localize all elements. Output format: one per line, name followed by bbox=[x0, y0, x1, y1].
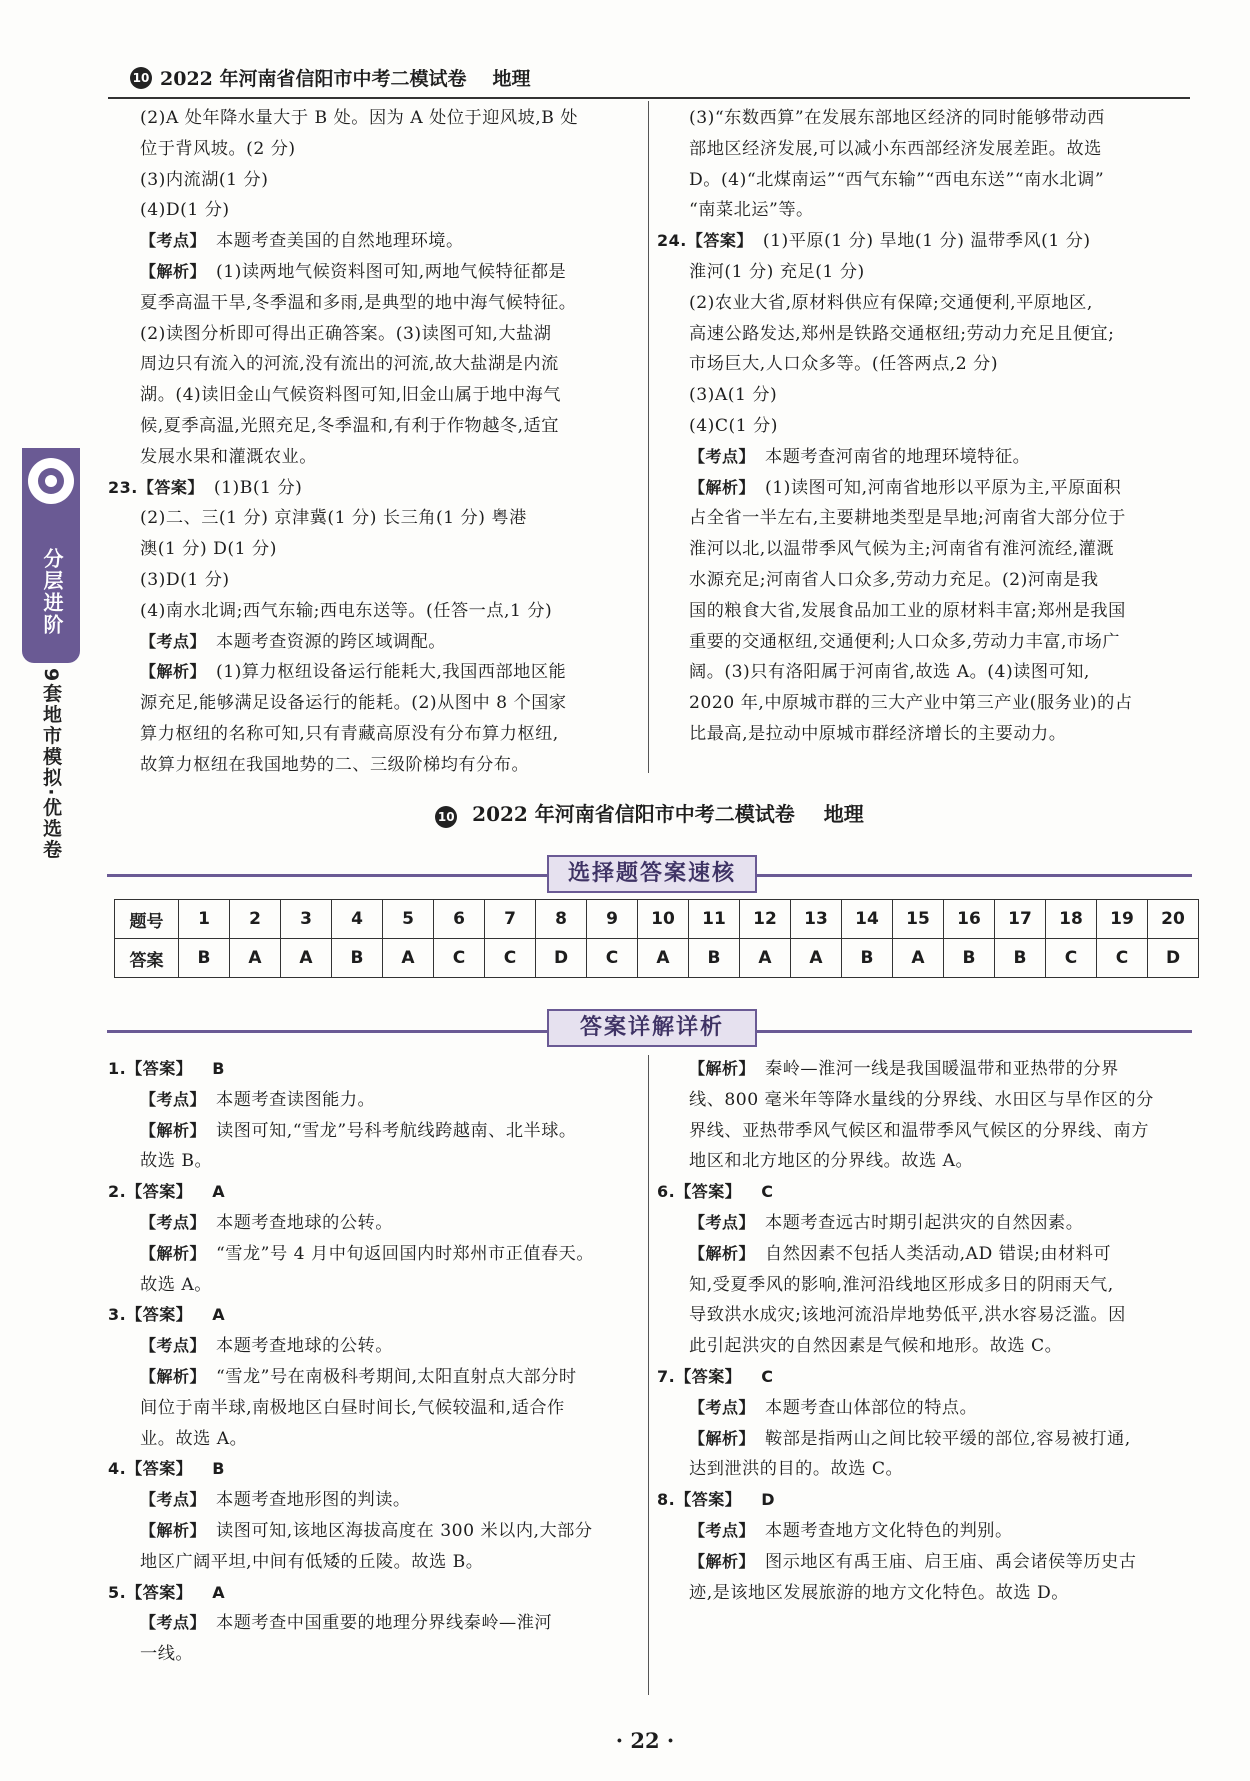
header-subject: 地理 bbox=[492, 68, 531, 90]
labeled-line bbox=[108, 1608, 640, 1639]
section-tag: 【解析】 bbox=[140, 261, 207, 281]
section-tag: 【考点】 bbox=[689, 446, 756, 466]
section-tag: 【考点】 bbox=[140, 1336, 207, 1356]
question-line bbox=[657, 1362, 1189, 1393]
section-tag: 【解析】 bbox=[140, 1120, 207, 1140]
line-text: 本题考查中国重要的地理分界线秦岭—淮河 bbox=[216, 1613, 553, 1634]
question-number-cell: 4 bbox=[332, 900, 383, 939]
answer-letter: C bbox=[761, 1366, 774, 1386]
column-divider-top bbox=[648, 101, 649, 773]
question-number-cell: 14 bbox=[842, 900, 893, 939]
column-divider-bottom bbox=[648, 1055, 649, 1695]
labeled-line bbox=[108, 1485, 640, 1516]
banner-rule-right bbox=[757, 874, 1192, 877]
text-line: 位于背风坡。(2 分) bbox=[140, 138, 296, 159]
line-text: 本题考查地球的公转。 bbox=[216, 1336, 393, 1357]
answer-table bbox=[114, 899, 1199, 978]
text-line: 高速公路发达,郑州是铁路交通枢纽;劳动力充足且便宜; bbox=[689, 323, 1115, 344]
labeled-line bbox=[657, 1393, 1189, 1424]
section-tag: 【解析】 bbox=[689, 477, 756, 497]
text-line: 知,受夏季风的影响,淮河沿线地区形成多日的阴雨天气, bbox=[689, 1274, 1114, 1295]
labeled-line bbox=[657, 442, 1189, 473]
labeled-line bbox=[108, 1116, 640, 1147]
text-line: 发展水果和灌溉农业。 bbox=[140, 446, 317, 467]
target-icon bbox=[28, 458, 74, 504]
section-tag: 【考点】 bbox=[689, 1212, 756, 1232]
text-line: 淮河以北,以温带季风气候为主;河南省有淮河流经,灌溉 bbox=[689, 539, 1115, 560]
answer-letter: C bbox=[761, 1182, 774, 1202]
question-number-cell: 10 bbox=[638, 900, 689, 939]
text-line: (3)D(1 分) bbox=[140, 569, 230, 590]
section-tag: 【答案】 bbox=[126, 1305, 193, 1325]
labeled-line bbox=[108, 627, 640, 658]
text-line: 占全省一半左右,主要耕地类型是旱地;河南省大部分位于 bbox=[689, 508, 1126, 529]
question-line bbox=[108, 1454, 640, 1485]
section-tag: 【考点】 bbox=[140, 1490, 207, 1510]
text-line: 线、800 毫米年等降水量线的分界线、水田区与旱作区的分 bbox=[689, 1089, 1154, 1110]
line-text: 本题考查山体部位的特点。 bbox=[765, 1397, 978, 1418]
labeled-line bbox=[108, 1516, 640, 1547]
sidebar-series-label: 9套地市模拟·优选卷 bbox=[40, 668, 62, 861]
answer-cell: A bbox=[740, 939, 791, 978]
labeled-line bbox=[108, 257, 640, 288]
answer-cell: B bbox=[179, 939, 230, 978]
page-number: · 22 · bbox=[615, 1728, 675, 1753]
answer-cell: B bbox=[332, 939, 383, 978]
line-text: (1)算力枢纽设备运行能耗大,我国西部地区能 bbox=[216, 662, 567, 683]
question-number-cell: 17 bbox=[995, 900, 1046, 939]
question-number: 23. bbox=[108, 477, 138, 497]
line-text: 本题考查地球的公转。 bbox=[216, 1212, 393, 1233]
line-text: 本题考查河南省的地理环境特征。 bbox=[765, 446, 1031, 467]
line-text: “雪龙”号在南极科考期间,太阳直射点大部分时 bbox=[216, 1366, 577, 1387]
text-line: 候,夏季高温,光照充足,冬季温和,有利于作物越冬,适宜 bbox=[140, 415, 559, 436]
question-line bbox=[657, 226, 1189, 257]
question-number-cell: 16 bbox=[944, 900, 995, 939]
text-line: 2020 年,中原城市群的三大产业中第三产业(服务业)的占 bbox=[689, 693, 1133, 714]
labeled-line bbox=[657, 1547, 1189, 1578]
labeled-line bbox=[108, 1085, 640, 1116]
text-line: 界线、亚热带季风气候区和温带季风气候区的分界线、南方 bbox=[689, 1120, 1149, 1141]
detailed-explanation-banner: 答案详解详析 bbox=[547, 1009, 757, 1047]
text-line: 阔。(3)只有洛阳属于河南省,故选 A。(4)读图可知, bbox=[689, 662, 1090, 683]
text-line: 淮河(1 分) 充足(1 分) bbox=[689, 261, 865, 282]
answer-cell: B bbox=[689, 939, 740, 978]
text-line: 算力枢纽的名称可知,只有青藏高原没有分布算力枢纽, bbox=[140, 723, 559, 744]
section-tag: 【解析】 bbox=[689, 1059, 756, 1078]
paper-number-badge: 10 bbox=[130, 67, 152, 89]
line-text: 本题考查读图能力。 bbox=[216, 1089, 376, 1110]
answer-cell: A bbox=[638, 939, 689, 978]
labeled-line bbox=[108, 226, 640, 257]
labeled-line bbox=[657, 1208, 1189, 1239]
question-number-cell: 13 bbox=[791, 900, 842, 939]
section-tag: 【解析】 bbox=[689, 1243, 756, 1263]
answer-letter: A bbox=[212, 1305, 226, 1325]
section-tag: 【答案】 bbox=[675, 1366, 742, 1386]
question-number-cell: 2 bbox=[230, 900, 281, 939]
question-number: 6. bbox=[657, 1182, 676, 1202]
labeled-line bbox=[657, 1424, 1189, 1455]
text-line: (2)农业大省,原材料供应有保障;交通便利,平原地区, bbox=[689, 292, 1093, 313]
section-tag: 【答案】 bbox=[126, 1182, 193, 1202]
text-line: 间位于南半球,南极地区白昼时间长,气候较温和,适合作 bbox=[140, 1397, 565, 1418]
question-line bbox=[108, 1054, 640, 1085]
section-tag: 【考点】 bbox=[689, 1520, 756, 1540]
header-rule bbox=[108, 97, 1190, 99]
text-line: 市场巨大,人口众多等。(任答两点,2 分) bbox=[689, 354, 999, 375]
line-text: 读图可知,该地区海拔高度在 300 米以内,大部分 bbox=[216, 1520, 593, 1541]
line-text: (1)读图可知,河南省地形以平原为主,平原面积 bbox=[765, 477, 1122, 498]
text-line: 湖。(4)读旧金山气候资料图可知,旧金山属于地中海气 bbox=[140, 385, 561, 406]
text-line: 水源充足;河南省人口众多,劳动力充足。(2)河南是我 bbox=[689, 569, 1099, 590]
answer-cell: A bbox=[230, 939, 281, 978]
question-line bbox=[657, 1485, 1189, 1516]
text-line: (2)二、三(1 分) 京津冀(1 分) 长三角(1 分) 粤港 bbox=[140, 508, 527, 529]
line-text: 本题考查地形图的判读。 bbox=[216, 1490, 411, 1511]
question-number-cell: 20 bbox=[1148, 900, 1199, 939]
section-tag: 【考点】 bbox=[140, 1089, 207, 1109]
line-text: 自然因素不包括人类活动,AD 错误;由材料可 bbox=[765, 1243, 1112, 1264]
answer-letter: B bbox=[212, 1459, 225, 1479]
top-right-column bbox=[657, 103, 1189, 750]
section-tag: 【考点】 bbox=[140, 631, 207, 651]
question-number-cell: 9 bbox=[587, 900, 638, 939]
line-text: 鞍部是指两山之间比较平缓的部位,容易被打通, bbox=[765, 1428, 1131, 1449]
line-text: 图示地区有禹王庙、启王庙、禹会诸侯等历史古 bbox=[765, 1551, 1137, 1572]
answer-cell: A bbox=[383, 939, 434, 978]
answer-cell: C bbox=[434, 939, 485, 978]
answer-cell: A bbox=[893, 939, 944, 978]
text-line: (4)D(1 分) bbox=[140, 200, 230, 221]
question-number: 4. bbox=[108, 1459, 127, 1479]
page-header bbox=[130, 64, 531, 91]
question-number-cell: 12 bbox=[740, 900, 791, 939]
section-tag: 【解析】 bbox=[689, 1428, 756, 1448]
section-tag: 【解析】 bbox=[140, 1243, 207, 1263]
answer-row bbox=[115, 939, 1199, 978]
text-line: (2)A 处年降水量大于 B 处。因为 A 处位于迎风坡,B 处 bbox=[140, 108, 579, 128]
text-line: “南菜北运”等。 bbox=[689, 200, 814, 221]
question-number-cell: 11 bbox=[689, 900, 740, 939]
answer-cell: C bbox=[587, 939, 638, 978]
question-line bbox=[108, 473, 640, 504]
top-left-column bbox=[108, 103, 640, 781]
line-text: 本题考查资源的跨区域调配。 bbox=[216, 631, 446, 652]
text-line: 迹,是该地区发展旅游的地方文化特色。故选 D。 bbox=[689, 1582, 1069, 1603]
section-tag: 【考点】 bbox=[140, 1212, 207, 1232]
text-line: 故选 B。 bbox=[140, 1151, 213, 1172]
section-tag: 【答案】 bbox=[675, 1182, 742, 1202]
text-line: 夏季高温干旱,冬季温和多雨,是典型的地中海气候特征。 bbox=[140, 292, 577, 313]
question-number-cell: 19 bbox=[1097, 900, 1148, 939]
text-line: 重要的交通枢纽,交通便利;人口众多,劳动力丰富,市场广 bbox=[689, 631, 1120, 652]
question-line bbox=[108, 1177, 640, 1208]
row-label: 答案 bbox=[115, 939, 179, 978]
text-line: 澳(1 分) D(1 分) bbox=[140, 539, 277, 560]
text-line: 周边只有流入的河流,没有流出的河流,故大盐湖是内流 bbox=[140, 354, 559, 375]
question-number-row bbox=[115, 900, 1199, 939]
text-line: 地区和北方地区的分界线。故选 A。 bbox=[689, 1151, 974, 1172]
answer-letter: D bbox=[761, 1490, 776, 1510]
text-line: 源充足,能够满足设备运行的能耗。(2)从图中 8 个国家 bbox=[140, 693, 567, 714]
line-text: (1)平原(1 分) 旱地(1 分) 温带季风(1 分) bbox=[762, 231, 1091, 252]
bottom-left-column bbox=[108, 1054, 640, 1670]
section-tag: 【考点】 bbox=[689, 1397, 756, 1417]
text-line: 部地区经济发展,可以减小东西部经济发展差距。故选 bbox=[689, 138, 1102, 159]
question-number-cell: 1 bbox=[179, 900, 230, 939]
text-line: 国的粮食大省,发展食品加工业的原材料丰富;郑州是我国 bbox=[689, 600, 1126, 621]
banner-rule-left bbox=[107, 1030, 547, 1033]
question-number: 1. bbox=[108, 1059, 127, 1078]
section-tag: 【解析】 bbox=[140, 1520, 207, 1540]
question-line bbox=[657, 1177, 1189, 1208]
answer-cell: D bbox=[536, 939, 587, 978]
labeled-line bbox=[108, 1208, 640, 1239]
text-line: 导致洪水成灾;该地河流沿岸地势低平,洪水容易泛滥。因 bbox=[689, 1305, 1126, 1326]
section-tag: 【答案】 bbox=[686, 231, 753, 251]
answer-cell: C bbox=[1097, 939, 1148, 978]
section-tag: 【解析】 bbox=[689, 1551, 756, 1571]
question-number-cell: 18 bbox=[1046, 900, 1097, 939]
quick-check-banner: 选择题答案速核 bbox=[547, 855, 757, 893]
labeled-line bbox=[108, 1362, 640, 1393]
banner-rule-left bbox=[107, 874, 547, 877]
labeled-line bbox=[657, 473, 1189, 504]
question-number: 3. bbox=[108, 1305, 127, 1325]
section-tag: 【答案】 bbox=[126, 1459, 193, 1479]
answer-cell: A bbox=[791, 939, 842, 978]
answer-letter: A bbox=[212, 1582, 226, 1602]
answer-cell: B bbox=[944, 939, 995, 978]
line-text: 读图可知,“雪龙”号科考航线跨越南、北半球。 bbox=[216, 1120, 577, 1141]
text-line: (2)读图分析即可得出正确答案。(3)读图可知,大盐湖 bbox=[140, 323, 552, 344]
labeled-line bbox=[657, 1516, 1189, 1547]
line-text: (1)读两地气候资料图可知,两地气候特征都是 bbox=[216, 261, 567, 282]
answer-cell: D bbox=[1148, 939, 1199, 978]
text-line: 业。故选 A。 bbox=[140, 1428, 248, 1449]
line-text: 秦岭—淮河一线是我国暖温带和亚热带的分界 bbox=[765, 1059, 1119, 1079]
section-tag: 【答案】 bbox=[126, 1059, 193, 1078]
text-line: (3)内流湖(1 分) bbox=[140, 169, 269, 190]
question-line bbox=[108, 1300, 640, 1331]
row-label: 题号 bbox=[115, 900, 179, 939]
section-tag: 【考点】 bbox=[140, 231, 207, 251]
text-line: (3)A(1 分) bbox=[689, 385, 778, 406]
question-number-cell: 6 bbox=[434, 900, 485, 939]
section-title bbox=[107, 798, 1192, 828]
bottom-right-column bbox=[657, 1054, 1189, 1608]
section-badge: 10 bbox=[435, 806, 457, 828]
answer-cell: A bbox=[281, 939, 332, 978]
text-line: (4)南水北调;西气东输;西电东送等。(任答一点,1 分) bbox=[140, 600, 553, 621]
answer-cell: B bbox=[842, 939, 893, 978]
section-tag: 【答案】 bbox=[675, 1490, 742, 1510]
line-text: 本题考查远古时期引起洪灾的自然因素。 bbox=[765, 1212, 1084, 1233]
text-line: 达到泄洪的目的。故选 C。 bbox=[689, 1459, 904, 1480]
section-tag: 【解析】 bbox=[140, 662, 207, 682]
question-number-cell: 3 bbox=[281, 900, 332, 939]
labeled-line bbox=[108, 1239, 640, 1270]
answer-letter: A bbox=[212, 1182, 226, 1202]
line-text: 本题考查美国的自然地理环境。 bbox=[216, 231, 464, 252]
header-title: 2022 年河南省信阳市中考二模试卷 bbox=[160, 68, 467, 90]
text-line: 地区广阔平坦,中间有低矮的丘陵。故选 B。 bbox=[140, 1551, 484, 1572]
line-text: “雪龙”号 4 月中旬返回国内时郑州市正值春天。 bbox=[216, 1243, 595, 1264]
section-subject: 地理 bbox=[823, 802, 864, 826]
text-line: 比最高,是拉动中原城市群经济增长的主要动力。 bbox=[689, 723, 1067, 744]
section-tag: 【考点】 bbox=[140, 1613, 207, 1633]
question-number-cell: 8 bbox=[536, 900, 587, 939]
text-line: 故选 A。 bbox=[140, 1274, 212, 1295]
question-number-cell: 15 bbox=[893, 900, 944, 939]
question-number-cell: 7 bbox=[485, 900, 536, 939]
text-line: (3)“东数西算”在发展东部地区经济的同时能够带动西 bbox=[689, 108, 1105, 128]
labeled-line bbox=[108, 1331, 640, 1362]
line-text: 本题考查地方文化特色的判别。 bbox=[765, 1520, 1013, 1541]
text-line: 故算力枢纽在我国地势的二、三级阶梯均有分布。 bbox=[140, 754, 530, 775]
section-title-text: 2022 年河南省信阳市中考二模试卷 bbox=[472, 802, 795, 826]
question-number-cell: 5 bbox=[383, 900, 434, 939]
labeled-line bbox=[108, 657, 640, 688]
text-line: 此引起洪灾的自然因素是气候和地形。故选 C。 bbox=[689, 1336, 1063, 1357]
text-line: (4)C(1 分) bbox=[689, 415, 778, 436]
question-number: 24. bbox=[657, 231, 687, 251]
banner-rule-right bbox=[757, 1030, 1192, 1033]
section-tag: 【解析】 bbox=[140, 1366, 207, 1386]
answer-letter: B bbox=[212, 1059, 225, 1078]
answer-cell: B bbox=[995, 939, 1046, 978]
labeled-line bbox=[657, 1054, 1189, 1085]
answer-cell: C bbox=[485, 939, 536, 978]
question-number: 7. bbox=[657, 1366, 676, 1386]
question-number: 8. bbox=[657, 1490, 676, 1510]
question-line bbox=[108, 1578, 640, 1609]
sidebar-label: 分层进阶 bbox=[40, 548, 64, 636]
section-tag: 【答案】 bbox=[126, 1582, 193, 1602]
section-tag: 【答案】 bbox=[137, 477, 204, 497]
question-number: 2. bbox=[108, 1182, 127, 1202]
question-number: 5. bbox=[108, 1582, 127, 1602]
text-line: 一线。 bbox=[140, 1644, 194, 1665]
line-text: (1)B(1 分) bbox=[213, 477, 303, 498]
answer-cell: C bbox=[1046, 939, 1097, 978]
text-line: D。(4)“北煤南运”“西气东输”“西电东送”“南水北调” bbox=[689, 169, 1105, 190]
labeled-line bbox=[657, 1239, 1189, 1270]
